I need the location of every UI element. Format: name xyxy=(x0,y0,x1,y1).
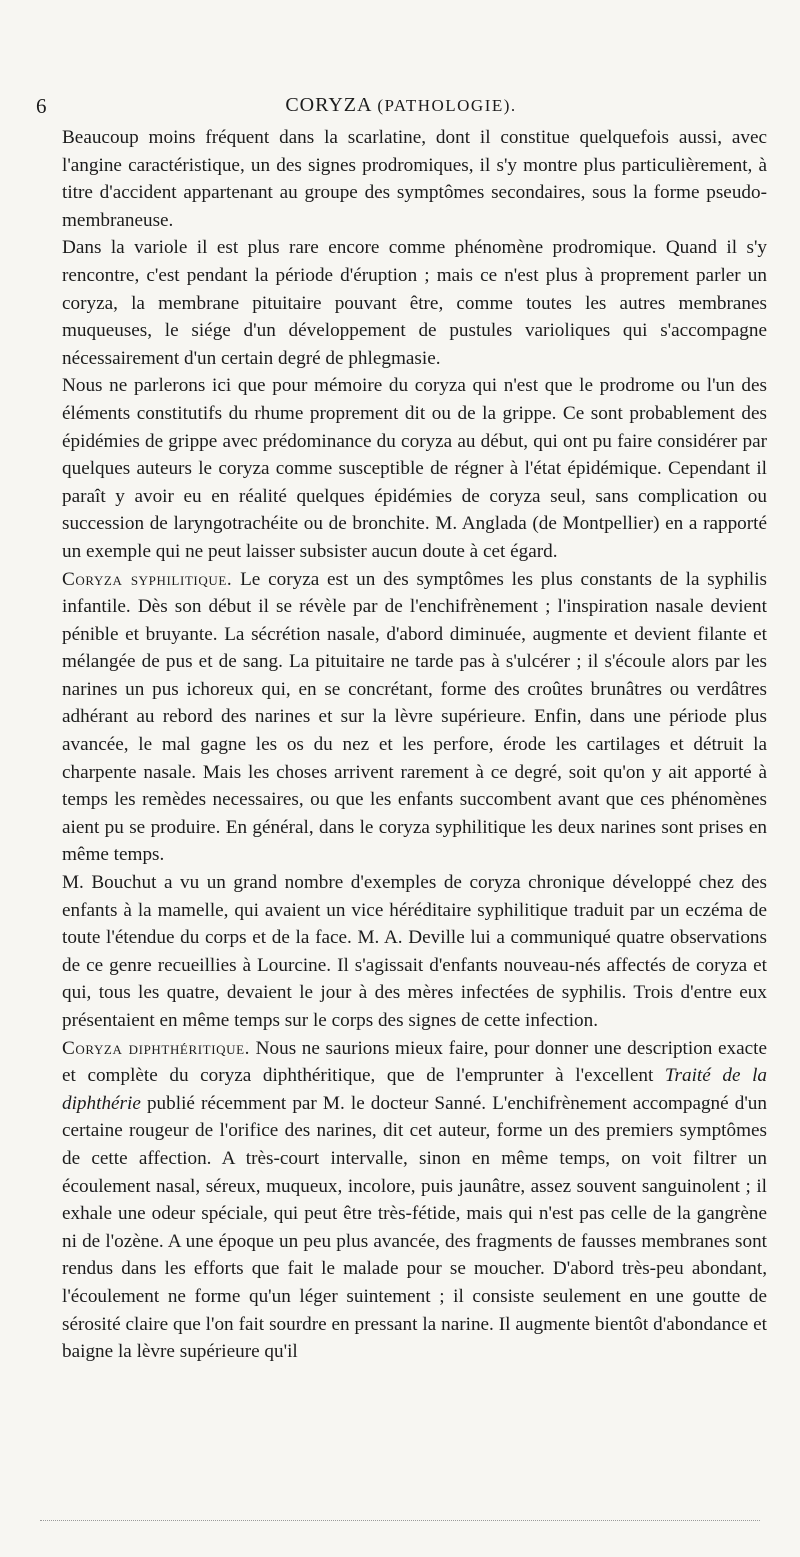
paragraph-diphtheritique-text-b: publié récemment par M. le docteur Sanné. L'enchifrènement accompagné d'un certaine rougeur de l'orifice des narines, dit cet auteur, forme un des premiers symptômes de cette affection. A très-court intervalle, sinon en même temps, on voit filtrer un écoulement nasal, séreux, muqueux, incolore, puis jaunâtre, assez souvent sanguinolent ; il exhale une odeur spéciale, qui peut être très-fétide, mais qui n'est pas celle de la gangrène ni de l'ozène. A une époque un peu plus avancée, des fragments de fausses membranes sont rendus dans les efforts que fait le malade pour se moucher. D'abord très-peu abondant, l'écoulement ne forme qu'un léger suintement ; il consiste seulement en une goutte de sérosité claire que l'on fait sourdre en pressant la narine. Il augmente bientôt d'abondance et baigne la lèvre supérieure qu'il xyxy=(62,1092,767,1363)
running-header xyxy=(36,94,766,124)
paragraph-syphilitique-text: Le coryza est un des symptômes les plus constants de la syphilis infantile. Dès son début il se révèle par de l'enchifrènement ; l'inspiration nasale devient pénible et bruyante. La sécrétion nasale, d'abord diminuée, augmente et devient filante et mélangée de pus et de sang. La pituitaire ne tarde pas à s'ulcérer ; il s'écoule alors par les narines un pus ichoreux qui, en se concrétant, forme des croûtes brunâtres ou verdâtres adhérant au rebord des narines et sur la lèvre supérieure. Enfin, dans une période plus avancée, le mal gagne les os du nez et les perfore, érode les cartilages et détruit la charpente nasale. Mais les choses arrivent rarement à ce degré, soit qu'on y ait apporté à temps les remèdes necessaires, ou que les enfants succombent avant que ces phénomènes aient pu se produire. En général, dans le coryza syphilitique les deux narines sont prises en même temps. xyxy=(62,568,767,866)
section-heading-diphtheritique: Coryza diphthéritique. xyxy=(62,1037,251,1059)
bottom-print-rule xyxy=(40,1520,760,1521)
paragraph-bouchut: M. Bouchut a vu un grand nombre d'exemples de coryza chronique développé chez des enfants à la mamelle, qui avaient un vice héréditaire syphilitique traduit par un eczéma de toute l'étendue du corps et de la face. M. A. Deville lui a communiqué quatre observations de ce genre recueillies à Lourcine. Il s'agissait d'enfants nouveau-nés affectés de coryza et qui, tous les quatre, devaient le jour à des mères infectées de syphilis. Trois d'entre eux présentaient en même temps sur le corps des signes de cette infection. xyxy=(62,872,767,1031)
body-text xyxy=(62,124,767,1366)
page-number: 6 xyxy=(36,94,47,118)
running-title-main: CORYZA xyxy=(285,94,372,116)
paragraph-grippe: Nous ne parlerons ici que pour mémoire du coryza qui n'est que le prodrome ou l'un des éléments constitutifs du rhume proprement dit ou de la grippe. Ce sont probablement des épidémies de grippe avec prédominance du coryza au début, qui ont pu faire considérer par quelques auteurs le coryza comme susceptible de régner à l'état épidémique. Cependant il paraît y avoir eu en réalité quelques épidémies de coryza seul, sans complication ou succession de laryngotrachéite ou de bronchite. M. Anglada (de Montpellier) en a rapporté un exemple qui ne peut laisser subsister aucun doute à cet égard. xyxy=(62,375,767,562)
paragraph-coryza-syphilitique xyxy=(62,566,767,870)
paragraph-variole: Dans la variole il est plus rare encore comme phénomène prodromique. Quand il s'y rencontre, c'est pendant la période d'éruption ; mais ce n'est plus à proprement parler un coryza, la membrane pituitaire pouvant être, comme toutes les autres membranes muqueuses, le siége d'un développement de pustules varioliques qui s'accompagne nécessairement d'un certain degré de phlegmasie. xyxy=(62,237,767,369)
paragraph-diphtheritique-text-a: Nous ne saurions mieux faire, pour donner une description exacte et complète du coryza diphthéritique, que de l'emprunter à l'excellent xyxy=(62,1037,768,1087)
running-title-sub: (PATHOLOGIE). xyxy=(377,96,517,115)
book-title-italic: Traité de la diphthérie xyxy=(62,1065,768,1114)
paragraph-coryza-diphtheritique xyxy=(62,1035,767,1366)
section-heading-syphilitique: Coryza syphilitique. xyxy=(62,568,233,590)
paragraph-scarlatine: Beaucoup moins fréquent dans la scarlatine, dont il constitue quelquefois aussi, avec l'angine caractéristique, un des signes prodromiques, il s'y montre plus particulièrement, à titre d'accident appartenant au groupe des symptômes secondaires, sous la forme pseudo-membraneuse. xyxy=(62,127,767,231)
running-title xyxy=(36,94,766,117)
